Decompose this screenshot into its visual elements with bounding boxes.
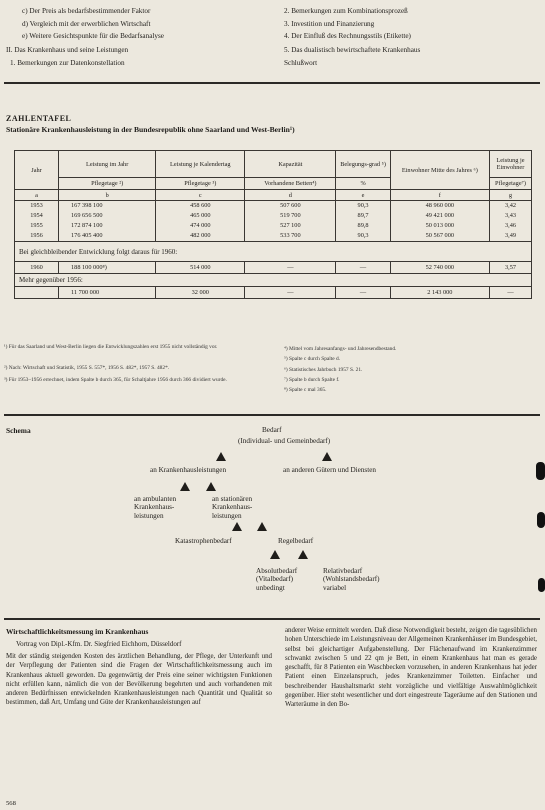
table-row xyxy=(15,262,532,274)
subheader: Pflegetage ³) xyxy=(156,178,245,190)
schema-label: Schema xyxy=(6,426,31,435)
cell-f: 50 013 000 xyxy=(390,221,489,231)
cell-b: 188 100 000⁸) xyxy=(59,262,156,274)
list-item: 1. Bemerkungen zur Datenkonstellation xyxy=(10,59,125,67)
column-letter: b xyxy=(59,190,156,201)
column-letter: e xyxy=(336,190,390,201)
footnote: ⁷) Spalte b durch Spalte f. xyxy=(284,377,340,383)
node-line: an ambulanten xyxy=(134,495,177,503)
difference-label: Mehr gegenüber 1956: xyxy=(15,274,532,287)
arrow-triangle xyxy=(206,482,216,491)
arrow-triangle xyxy=(232,522,242,531)
node-absolutbedarf xyxy=(256,567,297,592)
column-letter: c xyxy=(156,190,245,201)
list-item: e) Weitere Gesichtspunkte für die Bedarfsanalyse xyxy=(22,32,164,40)
cell-g: 3,43 xyxy=(489,211,531,221)
node-line: leistungen xyxy=(212,511,242,520)
node-line: Absolutbedarf xyxy=(256,567,298,575)
header-leistung-kalendertag: Leistung je Kalendertag xyxy=(156,151,245,178)
arrow-triangle xyxy=(298,550,308,559)
cell-f: 49 421 000 xyxy=(390,211,489,221)
cell-jahr: 1956 xyxy=(15,231,59,242)
punch-hole-mark xyxy=(538,578,545,592)
footnote: ¹) Für das Saarland und West-Berlin liegen die Entwicklungszahlen erst 1955 nicht vollständig vor. xyxy=(4,344,218,350)
cell-b: 169 656 500 xyxy=(59,211,156,221)
cell-b: 167 398 100 xyxy=(59,201,156,211)
node-line: an stationären xyxy=(212,495,253,503)
header-belegungsgrad: Belegungs-grad ⁵) xyxy=(336,151,390,178)
projection-label: Bei gleichbleibender Entwicklung folgt daraus für 1960: xyxy=(15,242,532,262)
arrow-triangle xyxy=(270,550,280,559)
list-item: c) Der Preis als bedarfsbestimmender Faktor xyxy=(22,7,151,15)
cell-c: 458 600 xyxy=(156,201,245,211)
cell-f: 52 740 000 xyxy=(390,262,489,274)
list-item: 4. Der Einfluß des Rechnungsstils (Etikette) xyxy=(284,32,411,40)
table-row xyxy=(15,221,532,231)
cell-jahr: 1953 xyxy=(15,201,59,211)
cell-e: — xyxy=(336,287,390,299)
cell-c: 514 000 xyxy=(156,262,245,274)
table-subheading: Stationäre Krankenhausleistung in der Bundesrepublik ohne Saarland und West-Berlin¹) xyxy=(6,125,295,134)
cell-c: 465 000 xyxy=(156,211,245,221)
node-line: leistungen xyxy=(134,511,164,520)
node-line: Krankenhaus- xyxy=(212,503,253,512)
arrow-triangle xyxy=(257,522,267,531)
subheader: Pflegetage ²) xyxy=(59,178,156,190)
statistics-table xyxy=(14,150,532,299)
node-katastrophenbedarf: Katastrophenbedarf xyxy=(175,537,232,545)
table-heading: ZAHLENTAFEL xyxy=(6,114,72,123)
list-item: II. Das Krankenhaus und seine Leistungen xyxy=(6,46,129,54)
node-bedarf-sub: (Individual- und Gemeinbedarf) xyxy=(238,437,331,445)
column-letter: f xyxy=(390,190,489,201)
list-item: 5. Das dualistisch bewirtschaftete Krankenhaus xyxy=(284,46,421,54)
cell-jahr: 1954 xyxy=(15,211,59,221)
cell-jahr: 1955 xyxy=(15,221,59,231)
divider xyxy=(4,414,540,416)
list-item: d) Vergleich mit der erwerblichen Wirtschaft xyxy=(22,20,151,28)
punch-hole-mark xyxy=(537,512,545,528)
divider xyxy=(4,618,540,620)
footnote: ³) Für 1953–1956 errechnet, indem Spalte b durch 365, für Schaltjahre 1956 durch 366 dividiert wurde. xyxy=(4,377,227,383)
footnote: ⁸) Spalte c mal 365. xyxy=(284,387,327,393)
list-item: 3. Investition und Finanzierung xyxy=(284,20,375,28)
cell-f: 2 143 000 xyxy=(390,287,489,299)
footnote: ⁶) Statistisches Jahrbuch 1957 S. 21. xyxy=(284,367,363,373)
cell-jahr xyxy=(15,287,59,299)
footnote: ⁴) Mittel vom Jahresanfangs- und Jahresendbestand. xyxy=(284,346,397,352)
subheader: Pflegetage⁷) xyxy=(489,178,531,190)
node-line: (Vitalbedarf) xyxy=(256,575,294,584)
header-kapazitaet: Kapazität xyxy=(245,151,336,178)
cell-c: 482 000 xyxy=(156,231,245,242)
column-letter: a xyxy=(15,190,59,201)
cell-jahr: 1960 xyxy=(15,262,59,274)
cell-g: 3,42 xyxy=(489,201,531,211)
table-row xyxy=(15,201,532,211)
node-line: unbedingt xyxy=(256,583,285,592)
article-title: Wirtschaftlichkeitsmessung im Krankenhaus xyxy=(6,627,149,636)
cell-d: 507 600 xyxy=(245,201,336,211)
subheader: Vorhandene Betten⁴) xyxy=(245,178,336,190)
cell-d: — xyxy=(245,287,336,299)
header-leistung-einwohner: Leistung je Einwohner xyxy=(489,151,531,178)
node-relativbedarf xyxy=(323,567,380,592)
node-line: Krankenhaus- xyxy=(134,503,175,512)
cell-e: 89,8 xyxy=(336,221,390,231)
cell-d: 527 100 xyxy=(245,221,336,231)
header-einwohner: Einwohner Mitte des Jahres ⁶) xyxy=(390,151,489,190)
column-letter: d xyxy=(245,190,336,201)
cell-d: — xyxy=(245,262,336,274)
table-row xyxy=(15,231,532,242)
cell-g: 3,57 xyxy=(489,262,531,274)
cell-b: 172 874 100 xyxy=(59,221,156,231)
cell-g: 3,49 xyxy=(489,231,531,242)
article-author: Vortrag von Dipl.-Kfm. Dr. Siegfried Eichhorn, Düsseldorf xyxy=(16,640,182,648)
article-column-right: anderer Weise ermittelt werden. Daß diese Notwendigkeit besteht, zeigen die tagesüblichen hohen Unterschiede im Leistungsniveau der Allgemeinen Krankenhäuser im Bundesgebiet, selbst bei gleichartiger Aufgabenstellung. Der Flächenaufwand im Krankenzimmer schwankt zwischen 5 und 22 qm je Bett, in einem Krankenhaus hat man es gerade geschafft, für 8 Patienten ein Waschbecken vorzusehen, in anderen Krankenhaus hat jeder Patient einen Einzelanspruch, jedes Krankenzimmer Toiletten. Einfacher und beschreibender Haushaltsmarkt steht vorzügliche und vielfältige Auswahlmöglichkeit gegenüber. Hier steht wesentlicher und dort eingestreute Tageräume auf den Stationen und Warteräume in den Bo- xyxy=(285,627,537,709)
node-stationaer xyxy=(212,495,252,520)
node-andere-gueter: an anderen Gütern und Diensten xyxy=(283,466,377,474)
header-jahr: Jahr xyxy=(15,151,59,190)
page-number: 568 xyxy=(6,800,16,807)
header-leistung-jahr: Leistung im Jahr xyxy=(59,151,156,178)
cell-d: 533 700 xyxy=(245,231,336,242)
arrow-triangle xyxy=(322,452,332,461)
cell-g: — xyxy=(489,287,531,299)
node-line: variabel xyxy=(323,583,347,592)
node-ambulant xyxy=(134,495,176,520)
column-letter: g xyxy=(489,190,531,201)
footnote: ⁵) Spalte c durch Spalte d. xyxy=(284,356,341,362)
footnote: ²) Nach: Wirtschaft und Statistik, 1955 S. 557*, 1956 S. 482*, 1957 S. 482*. xyxy=(4,365,170,371)
node-bedarf: Bedarf xyxy=(262,426,282,434)
cell-e: 90,3 xyxy=(336,231,390,242)
divider xyxy=(4,82,540,84)
cell-f: 48 960 000 xyxy=(390,201,489,211)
cell-g: 3,46 xyxy=(489,221,531,231)
list-item: Schlußwort xyxy=(284,59,318,67)
cell-c: 474 000 xyxy=(156,221,245,231)
cell-b: 176 405 400 xyxy=(59,231,156,242)
node-line: Relativbedarf xyxy=(323,567,363,575)
node-krankenhausleistungen: an Krankenhausleistungen xyxy=(150,466,227,474)
article-column-left: Mit der ständig steigenden Kosten des ärztlichen Behandlung, der Pflege, der Unterkunft und der Verpflegung der Patienten sind die Fragen der Wirtschaftlichkeitsmessung auch im Krankenhaus aktuell geworden. Da gegenwärtig der Preis eine seiner wichtigsten Funktionen nicht erfüllen kann, nämlich die von der Bevölkerung begehrten und auch vorhandenen mit anderen Bedürfnissen entwickelnden Krankenhausleistungen nach Quantität und Qualität so bestimmen, daß Art, Umfang und Güte der Krankenhausleistungen auf xyxy=(6,653,272,707)
cell-e: 90,3 xyxy=(336,201,390,211)
cell-e: 89,7 xyxy=(336,211,390,221)
table-row xyxy=(15,287,532,299)
subheader: % xyxy=(336,178,390,190)
arrow-triangle xyxy=(180,482,190,491)
cell-c: 32 000 xyxy=(156,287,245,299)
table-row xyxy=(15,211,532,221)
node-line: (Wohlstandsbedarf) xyxy=(323,575,380,584)
punch-hole-mark xyxy=(536,462,545,480)
cell-e: — xyxy=(336,262,390,274)
cell-d: 519 700 xyxy=(245,211,336,221)
cell-b: 11 700 000 xyxy=(59,287,156,299)
node-regelbedarf: Regelbedarf xyxy=(278,537,314,545)
cell-f: 50 567 000 xyxy=(390,231,489,242)
arrow-triangle xyxy=(216,452,226,461)
list-item: 2. Bemerkungen zum Kombinationsprozeß xyxy=(284,7,408,15)
